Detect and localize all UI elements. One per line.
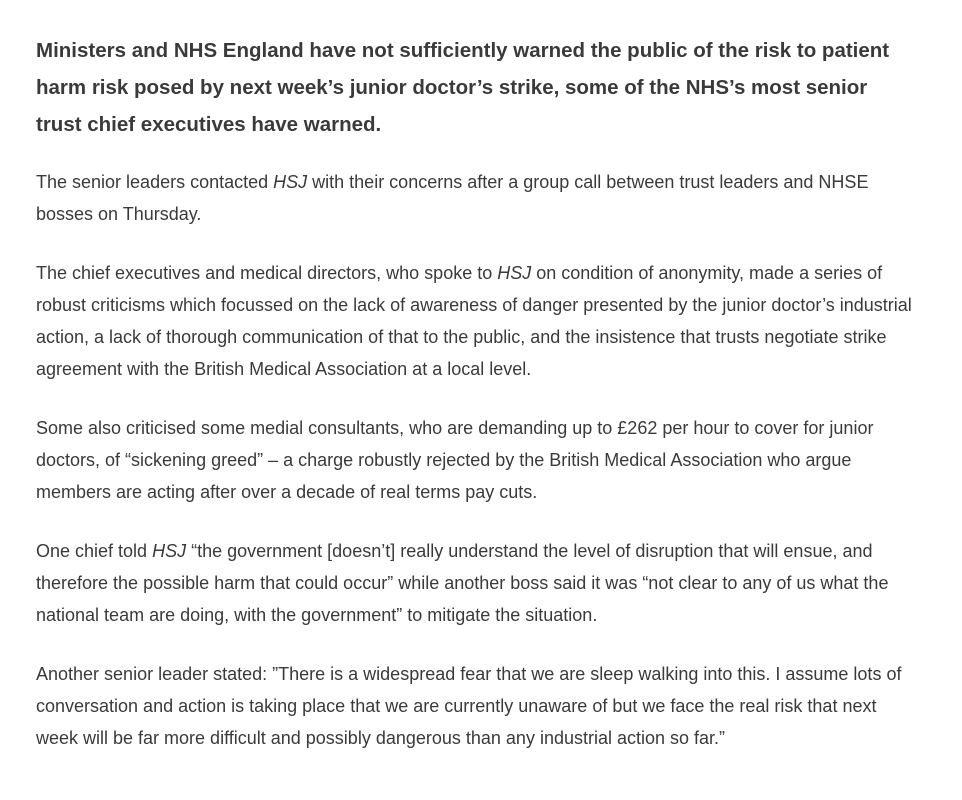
- paragraph-2-text-start: The chief executives and medical directors, who spoke to: [36, 262, 498, 283]
- paragraph-4: [36, 535, 916, 632]
- paragraph-3: Some also criticised some medial consultants, who are demanding up to £262 per hour to cover for junior doctors, of “sickening greed” – a charge robustly rejected by the British Medical Association who argue members are acting after over a decade of real terms pay cuts.: [36, 417, 874, 503]
- paragraph-4-text-end: “the government [doesn’t] really understand the level of disruption that will ensue, and therefore the possible harm that could occur” while another boss said it was “not clear to any of us what the national team are doing, with the government” to mitigate the situation.: [36, 540, 889, 626]
- publication-name-hsj: HSJ: [497, 262, 532, 283]
- paragraph-1: [36, 166, 916, 231]
- publication-name-hsj: HSJ: [152, 540, 187, 561]
- article-standfirst: Ministers and NHS England have not sufficiently warned the public of the risk to patient harm risk posed by next week’s junior doctor’s strike, some of the NHS’s most senior trust chief executives have warned.: [36, 39, 890, 136]
- paragraph-1-text-start: The senior leaders contacted: [36, 172, 274, 192]
- paragraph-1-text-end: with their concerns after a group call between trust leaders and NHSE bosses on Thursday.: [36, 172, 869, 225]
- paragraph-4-text-start: One chief told: [36, 540, 153, 561]
- paragraph-5: Another senior leader stated: ”There is a widespread fear that we are sleep walking into this. I assume lots of conversation and action is taking place that we are currently unaware of but we face the real risk that next week will be far more difficult and possibly dangerous than any industrial action so far.”: [36, 663, 902, 749]
- paragraph-2: [36, 257, 916, 386]
- publication-name-hsj: HSJ: [273, 172, 308, 192]
- paragraph-2-text-end: on condition of anonymity, made a series of robust criticisms which focussed on the lack of awareness of danger presented by the junior doctor’s industrial action, a lack of thorough communication of that to the public, and the insistence that trusts negotiate strike agreement with the British Medical Association at a local level.: [36, 262, 912, 380]
